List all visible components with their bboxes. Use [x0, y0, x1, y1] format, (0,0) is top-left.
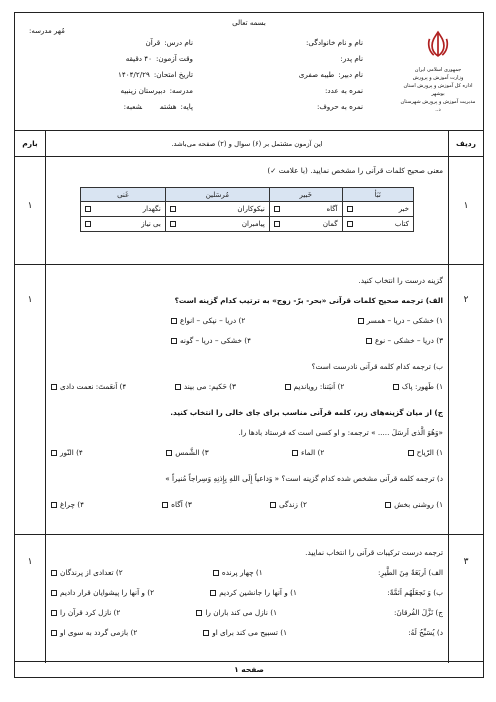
option[interactable] — [162, 495, 192, 515]
basmala: بسمه تعالی — [232, 19, 266, 27]
option[interactable] — [408, 443, 443, 463]
option[interactable] — [285, 377, 345, 397]
checkbox[interactable] — [196, 610, 202, 616]
part-c-label: ج) نَزَّلَ الفُرقانَ: — [393, 608, 443, 617]
org-line-1: جمهوری اسلامی ایران — [414, 67, 462, 73]
option-text: ۱) تسبیح می کند برای او — [212, 628, 288, 637]
option[interactable] — [385, 495, 443, 515]
option[interactable] — [366, 331, 443, 351]
checkbox[interactable] — [51, 590, 57, 596]
table-header — [81, 188, 414, 202]
table-col-header: غَنی — [81, 188, 166, 202]
option[interactable] — [203, 623, 287, 643]
option-text: ۱) طَهور: پاک — [401, 382, 443, 391]
checkbox[interactable] — [408, 450, 414, 456]
option-text: گمان — [322, 220, 338, 228]
checkbox[interactable] — [213, 570, 219, 576]
table-col-header: نَبَأ — [342, 188, 413, 202]
checkbox[interactable] — [170, 221, 176, 227]
org-line-2: وزارت آموزش و پرورش — [412, 75, 464, 81]
question-number: ۳ — [463, 557, 469, 567]
exam-info — [118, 35, 193, 115]
checkbox[interactable] — [51, 570, 57, 576]
question-row-2 — [15, 265, 483, 535]
school-label: مدرسه: — [169, 86, 193, 95]
time-label: وقت آزمون: — [156, 54, 193, 63]
table-header-row — [15, 131, 483, 157]
option[interactable] — [51, 443, 83, 463]
date-value: ۱۴۰۴/۲/۲۹ — [117, 70, 150, 79]
option-text: آگاه — [326, 205, 338, 213]
table-col-header: مُرسَلین — [165, 188, 269, 202]
option-text: ۱) روشنی بخش — [394, 500, 443, 509]
part-b-label: ب) وَ نَجعَلَهُم اَئمَّةً: — [387, 588, 443, 597]
option-text: ۲) بازمی گردد به سوی او — [60, 628, 138, 637]
checkbox[interactable] — [347, 206, 353, 212]
option-text: ۴) چراغ — [60, 500, 85, 509]
checkbox[interactable] — [171, 338, 177, 344]
option-text: ۱) چهار پرنده — [221, 568, 263, 577]
option-text: بی نیاز — [141, 220, 161, 228]
school-stamp-label: مُهر مدرسه: — [29, 27, 65, 35]
option[interactable] — [51, 603, 120, 623]
checkbox[interactable] — [366, 338, 372, 344]
checkbox[interactable] — [162, 502, 168, 508]
option-text: ۳) الشَّمس — [175, 448, 209, 457]
option[interactable] — [51, 495, 84, 515]
exam-note: این آزمون مشتمل بر (۶) سوال و (۲) صفحه می‌باشد. — [171, 140, 323, 148]
part-a-label: الف) اَربَعَةً مِنَ الطَّیرِ: — [377, 568, 443, 577]
part-a-prompt: الف) ترجمه صحیح کلمات قرآنی «بحر- برّ- زوج» به ترتیب کدام گزینه است؟ — [174, 296, 443, 305]
organization-block — [399, 27, 477, 114]
time-value: ۴۰ دقیقه — [125, 54, 153, 63]
grade-label: پایه: — [180, 102, 193, 111]
option-text: ۳) دریا – خشکی – نوع — [375, 336, 443, 345]
question-prompt: ترجمه درست ترکیبات قرآنی را انتخاب نمایید. — [305, 548, 443, 557]
page-footer: صفحه ۱ — [15, 661, 483, 677]
part-d-prompt: د) ترجمه کلمه قرآنی مشخص شده کدام گزینه است؟ « وَداعیاً إِلَی اللهِ بِإِذنِهِ وَسِراجاً مُنیراً » — [165, 474, 443, 483]
checkbox[interactable] — [358, 318, 364, 324]
vocab-table — [80, 187, 414, 232]
checkbox[interactable] — [51, 610, 57, 616]
exam-header — [15, 13, 483, 131]
option[interactable] — [292, 443, 324, 463]
radif-header: ردیف — [456, 139, 476, 148]
option-text: ۲) اَنبَتنا: رویاندیم — [293, 382, 345, 391]
checkbox[interactable] — [175, 384, 181, 390]
teacher-value: طیبه صفری — [298, 70, 335, 79]
teacher-label: نام دبیر: — [338, 70, 363, 79]
org-line-3: اداره کل آموزش و پرورش استان بوشهر — [403, 83, 473, 97]
checkbox[interactable] — [51, 384, 57, 390]
option[interactable] — [171, 311, 245, 331]
option[interactable] — [51, 377, 126, 397]
part-c-prompt: ج) از میان گزینه‌های زیر، کلمه قرآنی مناسب برای جای خالی را انتخاب کنید. — [170, 408, 443, 417]
checkbox[interactable] — [203, 630, 209, 636]
option[interactable] — [196, 603, 277, 623]
question-prompt: گزینه درست را انتخاب کنید. — [358, 276, 443, 285]
date-label: تاریخ امتحان: — [153, 70, 193, 79]
option-text: ۴) النّور — [60, 448, 83, 457]
option-text: ۲) دریا – نیکی – انواع — [180, 316, 246, 325]
option-text: ۲) نازل کرد قرآن را — [60, 608, 121, 617]
barem-header: بارم — [22, 139, 38, 148]
option-text: خبر — [398, 205, 409, 213]
option-text: ۳) حَکیم: می بیند — [183, 382, 236, 391]
iran-emblem-icon — [421, 27, 455, 61]
question-row-3 — [15, 535, 483, 663]
checkbox[interactable] — [51, 450, 57, 456]
subject-value: قرآن — [145, 38, 161, 47]
checkbox[interactable] — [170, 206, 176, 212]
option-text: نیکوکاران — [237, 205, 265, 213]
table-row — [81, 202, 414, 217]
org-line-4: مدیریت آموزش و پرورش شهرستان د.. — [400, 99, 476, 113]
subject-label: نام درس: — [164, 38, 193, 47]
option[interactable] — [270, 495, 307, 515]
table-row — [81, 217, 414, 232]
option-text: ۲) زندگی — [278, 500, 307, 509]
part-b-prompt: ب) ترجمه کدام کلمه قرآنی نادرست است؟ — [311, 362, 443, 371]
checkbox[interactable] — [270, 502, 276, 508]
checkbox[interactable] — [292, 450, 298, 456]
score-text-label: نمره به حروف: — [316, 102, 363, 111]
option[interactable] — [358, 311, 443, 331]
option-text: ۱) خشکی – دریا – همسر — [366, 316, 443, 325]
checkbox[interactable] — [166, 450, 172, 456]
checkbox[interactable] — [393, 384, 399, 390]
question-row-1 — [15, 157, 483, 265]
student-info — [299, 35, 363, 115]
question-score: ۱ — [27, 557, 33, 567]
checkbox[interactable] — [385, 502, 391, 508]
checkbox[interactable] — [85, 206, 91, 212]
option-text: ۲) تعدادی از پرندگان — [60, 568, 123, 577]
option-text: ۴) خشکی – دریا – گونه — [180, 336, 252, 345]
branch-label: شعبه: — [123, 102, 142, 111]
checkbox[interactable] — [210, 590, 216, 596]
option[interactable] — [213, 563, 263, 583]
option-text: ۳) آگاه — [171, 500, 192, 509]
option[interactable] — [51, 563, 123, 583]
option-text: ۱) الرّیاح — [416, 448, 443, 457]
option[interactable] — [166, 443, 208, 463]
option[interactable] — [171, 331, 251, 351]
question-number: ۱ — [463, 201, 469, 211]
option[interactable] — [51, 623, 137, 643]
option[interactable] — [51, 583, 154, 603]
question-prompt: معنی صحیح کلمات قرآنی را مشخص نمایید. (با علامت ✓) — [267, 166, 443, 175]
option[interactable] — [393, 377, 443, 397]
score-number-label: نمره به عدد: — [325, 86, 363, 95]
option[interactable] — [175, 377, 236, 397]
option[interactable] — [210, 583, 297, 603]
part-c-verse: «وَهُوَ الَّذی اَرسَلَ ..... » ترجمه: و او کسی است که فرستاد بادها را. — [238, 428, 443, 437]
father-name-label: نام پدر: — [340, 54, 363, 63]
grade-value: هشتم — [160, 102, 177, 111]
option-text: ۱) و آنها را جانشین کردیم — [219, 588, 297, 597]
checkbox[interactable] — [347, 221, 353, 227]
school-value: دبیرستان زینبیه — [120, 86, 166, 95]
checkbox[interactable] — [51, 630, 57, 636]
checkbox[interactable] — [274, 206, 280, 212]
option-text: ۲) الماء — [301, 448, 325, 457]
checkbox[interactable] — [85, 221, 91, 227]
option-text: ۱) نازل می کند باران را — [205, 608, 277, 617]
option-text: ۴) اَنعَمتَ: نعمت دادی — [60, 382, 127, 391]
option-text: کتاب — [394, 220, 409, 228]
student-name-label: نام و نام خانوادگی: — [306, 38, 363, 47]
checkbox[interactable] — [285, 384, 291, 390]
table-col-header: خَبیر — [269, 188, 342, 202]
option-text: ۲) و آنها را پیشوایان قرار دادیم — [60, 588, 155, 597]
option-text: پیامبران — [241, 220, 265, 228]
question-number: ۲ — [463, 295, 469, 305]
part-d-label: د) یُسَبِّحُ لَهُ: — [408, 628, 443, 637]
checkbox[interactable] — [171, 318, 177, 324]
checkbox[interactable] — [274, 221, 280, 227]
question-score: ۱ — [27, 295, 33, 305]
checkbox[interactable] — [51, 502, 57, 508]
question-score: ۱ — [27, 201, 33, 211]
exam-page — [14, 12, 484, 678]
option-text: نگهدار — [142, 205, 161, 213]
